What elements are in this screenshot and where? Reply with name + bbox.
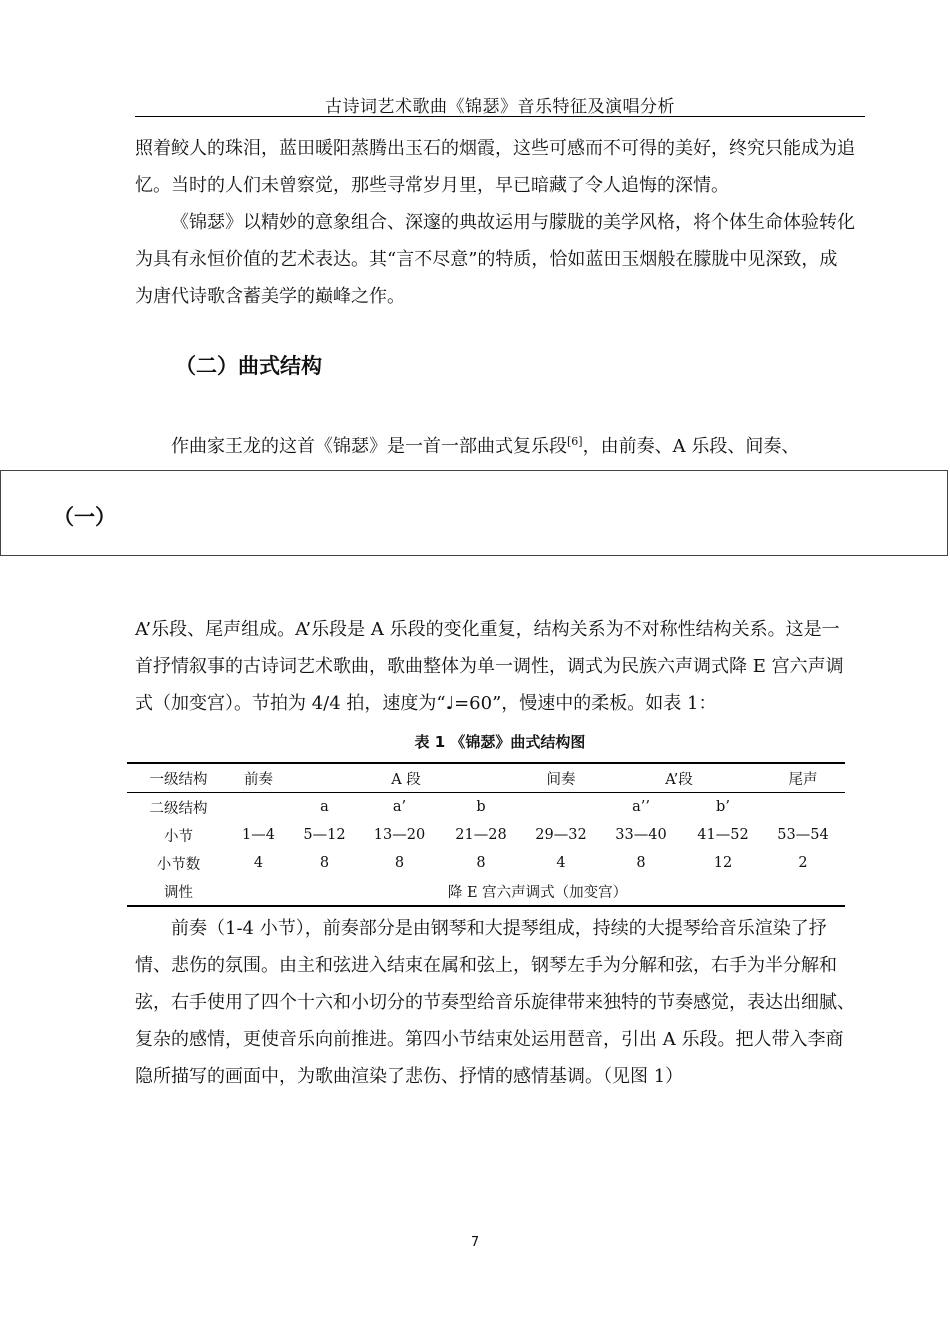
table-cell: [761, 793, 845, 822]
form-structure-table: [127, 762, 845, 907]
table-cell: 2: [798, 855, 808, 871]
cell-coda: 尾声: [761, 763, 845, 793]
cell-a-prime-section: A’段: [597, 763, 761, 793]
table-row-tonality: [127, 877, 845, 906]
table-cell: a’’: [632, 799, 650, 815]
table-cell: 29—32: [535, 827, 587, 843]
cell-a-section: A 段: [287, 763, 525, 793]
citation-reference[interactable]: [6]: [567, 435, 583, 448]
table-cell: [525, 793, 597, 822]
table-caption: 表 1 《锦瑟》曲式结构图: [414, 733, 586, 751]
table-cell: 8: [476, 855, 486, 871]
row-header: 一级结构: [127, 763, 230, 793]
table-cell: 41—52: [697, 827, 749, 843]
header-divider: [135, 116, 865, 117]
table-cell: 4: [253, 855, 264, 871]
table-cell: 8: [319, 855, 330, 871]
row-header: 二级结构: [149, 800, 208, 817]
structure-intro-tail: ，由前奏、A 乐段、间奏、: [582, 436, 800, 457]
row-header: 调性: [127, 877, 230, 906]
table-cell: 8: [636, 855, 646, 871]
row-header: 小节数: [156, 856, 201, 873]
table-cell: 4: [556, 855, 566, 871]
section-heading-form-structure: （二）曲式结构: [175, 354, 322, 378]
outline-label: （一）: [53, 505, 116, 529]
cell-prelude: 前奏: [230, 763, 287, 793]
table-row-level2: [127, 793, 845, 822]
running-header-title: 古诗词艺术歌曲《锦瑟》音乐特征及演唱分析: [325, 97, 675, 117]
table-cell: a’: [392, 799, 407, 815]
table-cell: 21—28: [455, 827, 507, 843]
paragraph-structure-intro: [135, 423, 855, 465]
table-cell: b’: [716, 799, 730, 815]
paragraph-aesthetics: 《锦瑟》以精妙的意象组合、深邃的典故运用与朦胧的美学风格，将个体生命体验转化为具有永恒价值的艺术表达。其“言不尽意”的特质，恰如蓝田玉烟般在朦胧中见深致，成为唐代诗歌含蓄美学的巅峰之作。: [135, 212, 855, 307]
table-row-bars: [127, 821, 845, 849]
table-cell: [230, 793, 287, 822]
table-cell: 33—40: [615, 827, 667, 843]
paragraph-structure-detail: A’乐段、尾声组成。A’乐段是 A 乐段的变化重复，结构关系为不对称性结构关系。这是一首抒情叙事的古诗词艺术歌曲，歌曲整体为单一调性，调式为民族六声调式降 E 宫六声调式（加变宫）。节拍为 4/4 拍，速度为“♩=60”，慢速中的柔板。如表 1：: [135, 619, 844, 714]
table-cell: 13—20: [373, 827, 426, 843]
structure-intro-text: 作曲家王龙的这首《锦瑟》是一首一部曲式复乐段: [171, 436, 567, 457]
table-cell: a: [320, 799, 329, 815]
table-cell: b: [476, 799, 486, 815]
table-cell: 12: [713, 855, 733, 871]
cell-tonality: 降 E 宫六声调式（加变宫）: [230, 877, 845, 906]
row-header: 小节: [164, 828, 193, 845]
paragraph-memory: 照着鲛人的珠泪，蓝田暖阳蒸腾出玉石的烟霞，这些可感而不可得的美好，终究只能成为追忆。当时的人们未曾察觉，那些寻常岁月里，早已暗藏了令人追悔的深情。: [135, 138, 855, 196]
table-cell: 53—54: [777, 827, 829, 843]
page-number: 7: [470, 1235, 480, 1250]
table-row-level1: [127, 763, 845, 793]
table-cell: 5—12: [303, 827, 346, 843]
cell-interlude: 间奏: [525, 763, 597, 793]
table-cell: 1—4: [242, 827, 275, 843]
paragraph-prelude-analysis: 前奏（1-4 小节），前奏部分是由钢琴和大提琴组成，持续的大提琴给音乐渲染了抒情、悲伤的氛围。由主和弦进入结束在属和弦上，钢琴左手为分解和弦，右手为半分解和弦，右手使用了四个十六和小切分的节奏型给音乐旋律带来独特的节奏感觉，表达出细腻、复杂的感情，更使音乐向前推进。第四小节结束处运用琶音，引出 A 乐段。把人带入李商隐所描写的画面中，为歌曲渲染了悲伤、抒情的感情基调。（见图 1）: [135, 918, 855, 1087]
table-cell: 8: [394, 855, 405, 871]
outline-frame: [0, 470, 948, 556]
table-row-bar-counts: [127, 849, 845, 877]
